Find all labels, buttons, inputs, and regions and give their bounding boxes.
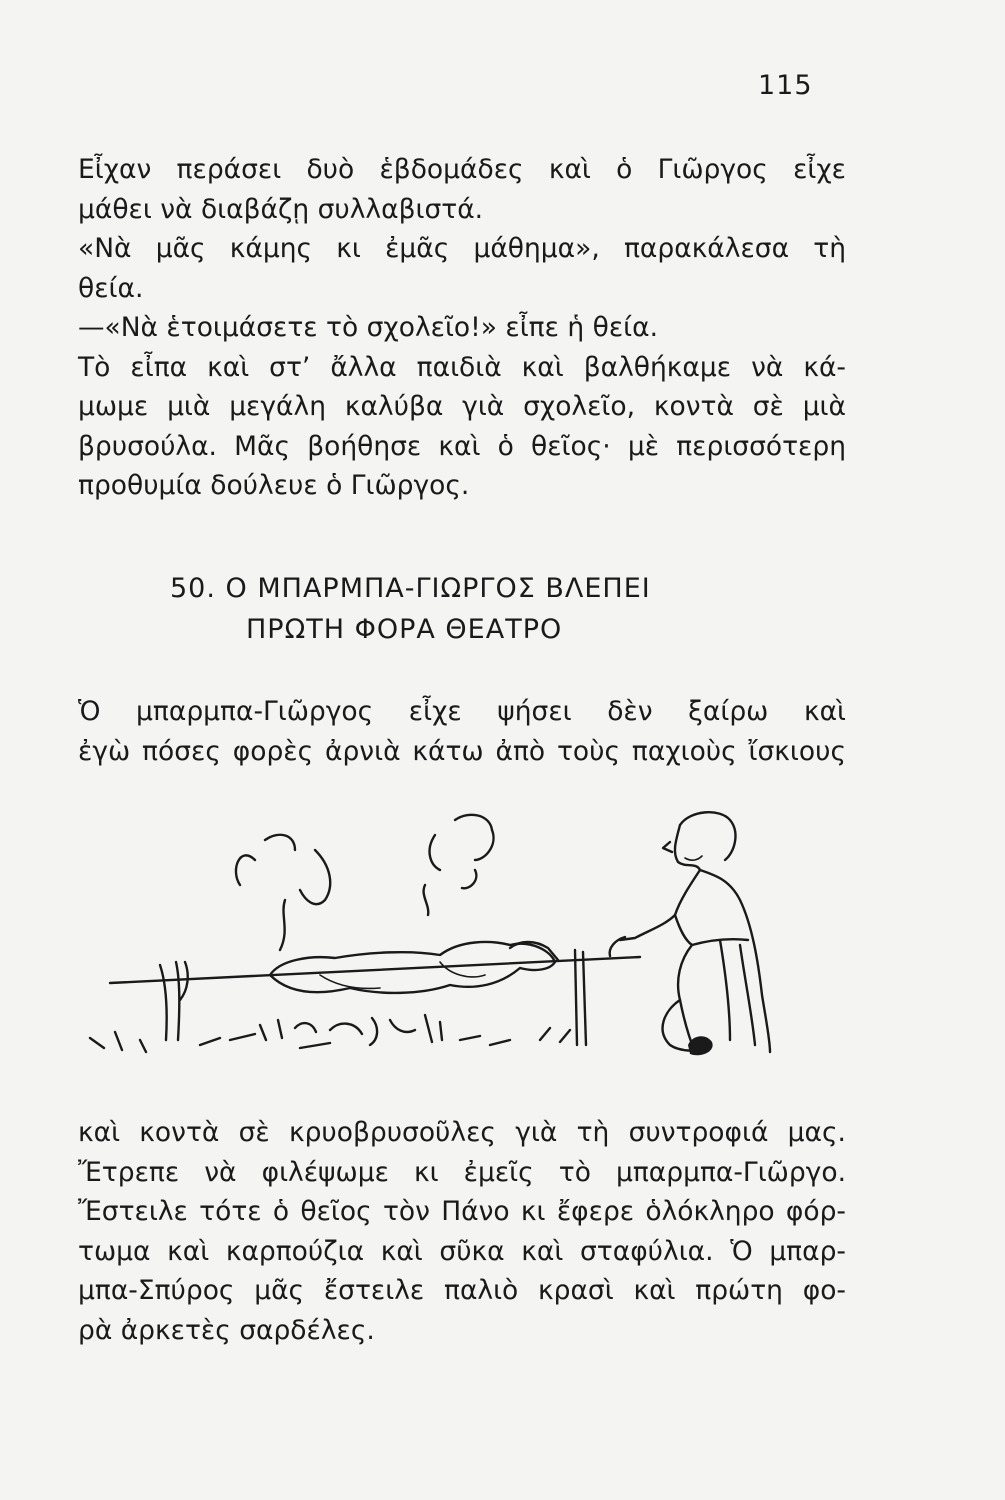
text-line: καὶ κοντὰ σὲ κρυοβρυσοῦλες γιὰ τὴ συντροφιά μας. xyxy=(78,1117,846,1148)
text-line: μωμε μιὰ μεγάλη καλύβα γιὰ σχολεῖο, κοντὰ σὲ μιὰ xyxy=(78,391,846,422)
text-line: τωμα καὶ καρπούζια καὶ σῦκα καὶ σταφύλια. Ὁ μπαρ- xyxy=(78,1235,846,1267)
text-line: προθυμία δούλευε ὁ Γιῶργος. xyxy=(78,470,470,501)
text-line: θεία. xyxy=(78,272,144,304)
text-line: Ὁ μπαρμπα-Γιῶργος εἶχε ψήσει δὲν ξαίρω καὶ xyxy=(78,696,846,727)
text-line: Εἶχαν περάσει δυὸ ἑβδομάδες καὶ ὁ Γιῶργος εἶχε xyxy=(78,154,846,185)
text-line: «Νὰ μᾶς κάμης κι ἐμᾶς μάθημα», παρακάλεσα τὴ xyxy=(78,233,846,264)
text-line: Ἔτρεπε νὰ φιλέψωμε κι ἐμεῖς τὸ μπαρμπα-Γιῶργο. xyxy=(78,1156,846,1188)
text-line: μάθει νὰ διαβάζῃ συλλαβιστά. xyxy=(78,193,484,225)
text-block-top xyxy=(78,150,846,506)
text-line: βρυσούλα. Μᾶς βοήθησε καὶ ὁ θεῖος· μὲ περισσότερη xyxy=(78,430,846,462)
page-number: 115 xyxy=(758,70,813,101)
text-block-bottom xyxy=(78,1113,846,1350)
text-line: Τὸ εἶπα καὶ στ’ ἄλλα παιδιὰ καὶ βαλθήκαμε νὰ κά- xyxy=(78,351,846,383)
spit-roast-illustration xyxy=(80,790,860,1090)
chapter-heading xyxy=(170,568,770,650)
text-line: —«Νὰ ἑτοιμάσετε τὸ σχολεῖο!» εἶπε ἡ θεία. xyxy=(78,312,658,343)
text-line: Ἔστειλε τότε ὁ θεῖος τὸν Πάνο κι ἔφερε ὁλόκληρο φόρ- xyxy=(78,1196,846,1227)
text-line: ἐγὼ πόσες φορὲς ἀρνιὰ κάτω ἀπὸ τοὺς παχιοὺς ἴσκιους xyxy=(78,735,846,767)
text-line: μπα-Σπύρος μᾶς ἔστειλε παλιὸ κρασὶ καὶ πρώτη φο- xyxy=(78,1275,846,1306)
text-block-middle xyxy=(78,692,846,771)
text-line: ρὰ ἀρκετὲς σαρδέλες. xyxy=(78,1314,375,1346)
chapter-heading-line2: ΠΡΩΤΗ ΦΟΡΑ ΘΕΑΤΡΟ xyxy=(246,614,563,645)
chapter-heading-line1: 50. Ο ΜΠΑΡΜΠΑ-ΓΙΩΡΓΟΣ ΒΛΕΠΕΙ xyxy=(170,573,651,604)
man-roasting-lamb-on-spit-drawing-icon xyxy=(80,790,860,1090)
